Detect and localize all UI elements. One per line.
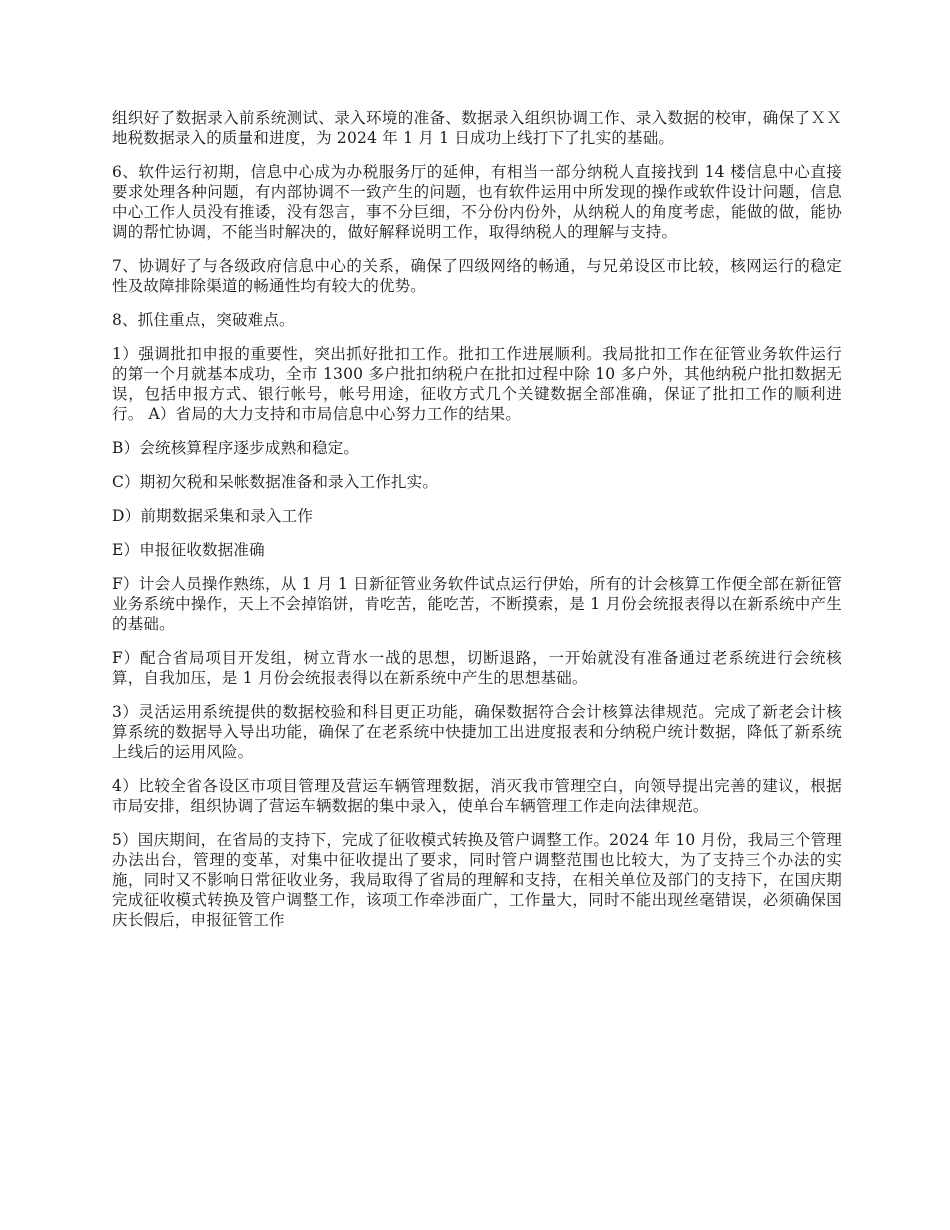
paragraph-sub-f2: F）配合省局项目开发组，树立背水一战的思想，切断退路，一开始就没有准备通过老系统进行会统核算，自我加压，是 1 月份会统报表得以在新系统中产生的思想基础。 bbox=[112, 649, 842, 687]
paragraph-sub-f1: F）计会人员操作熟练，从 1 月 1 日新征管业务软件试点运行伊始，所有的计会核算工作便全部在新征管业务系统中操作，天上不会掉馅饼，肯吃苦，能吃苦，不断摸索，是 1 月份会统报表得以在新系统中产生的基础。 bbox=[112, 575, 842, 633]
paragraph-sub-d: D）前期数据采集和录入工作 bbox=[112, 507, 314, 525]
paragraph-sub-3: 3）灵活运用系统提供的数据校验和科目更正功能，确保数据符合会计核算法律规范。完成了新老会计核算系统的数据导入导出功能，确保了在老系统中快捷加工出进度报表和分纳税户统计数据，降低了新系统上线后的运用风险。 bbox=[112, 703, 842, 761]
paragraph-item-7: 7、协调好了与各级政府信息中心的关系，确保了四级网络的畅通，与兄弟设区市比较，核网运行的稳定性及故障排除渠道的畅通性均有较大的优势。 bbox=[112, 257, 842, 295]
paragraph-item-6: 6、软件运行初期，信息中心成为办税服务厅的延伸，有相当一部分纳税人直接找到 14 楼信息中心直接要求处理各种问题，有内部协调不一致产生的问题，也有软件运用中所发现的操作或软件设计问题，信息中心工作人员没有推诿，没有怨言，事不分巨细，不分份内份外，从纳税人的角度考虑，能做的做，能协调的帮忙协调，不能当时解决的，做好解释说明工作，取得纳税人的理解与支持。 bbox=[112, 163, 842, 241]
paragraph-sub-4: 4）比较全省各设区市项目管理及营运车辆管理数据，消灭我市管理空白，向领导提出完善的建议，根据市局安排，组织协调了营运车辆数据的集中录入，使单台车辆管理工作走向法律规范。 bbox=[112, 777, 842, 815]
paragraph-sub-b: B）会统核算程序逐步成熟和稳定。 bbox=[112, 439, 360, 457]
paragraph-item-8: 8、抓住重点，突破难点。 bbox=[112, 311, 295, 329]
paragraph-sub-e: E）申报征收数据准确 bbox=[112, 541, 265, 559]
document-body bbox=[112, 108, 842, 944]
paragraph-sub-c: C）期初欠税和呆帐数据准备和录入工作扎实。 bbox=[112, 473, 439, 491]
paragraph-sub-1: 1）强调批扣申报的重要性，突出抓好批扣工作。批扣工作进展顺利。我局批扣工作在征管业务软件运行的第一个月就基本成功，全市 1300 多户批扣纳税户在批扣过程中除 10 多户外，其他纳税户批扣数据无误，包括申报方式、银行帐号，帐号用途，征收方式几个关键数据全部准确，保证了批扣工作的顺利进行。 A）省局的大力支持和市局信息中心努力工作的结果。 bbox=[112, 345, 842, 423]
paragraph-intro: 组织好了数据录入前系统测试、录入环境的准备、数据录入组织协调工作、录入数据的校审，确保了ＸＸ地税数据录入的质量和进度，为 2024 年 1 月 1 日成功上线打下了扎实的基础。 bbox=[112, 109, 842, 147]
paragraph-sub-5: 5）国庆期间，在省局的支持下，完成了征收模式转换及管户调整工作。2024 年 10 月份，我局三个管理办法出台，管理的变革，对集中征收提出了要求，同时管户调整范围也比较大，为了支持三个办法的实施，同时又不影响日常征收业务，我局取得了省局的理解和支持，在相关单位及部门的支持下，在国庆期完成征收模式转换及管户调整工作，该项工作牵涉面广，工作量大，同时不能出现丝毫错误，必须确保国庆长假后，申报征管工作 bbox=[112, 831, 842, 929]
